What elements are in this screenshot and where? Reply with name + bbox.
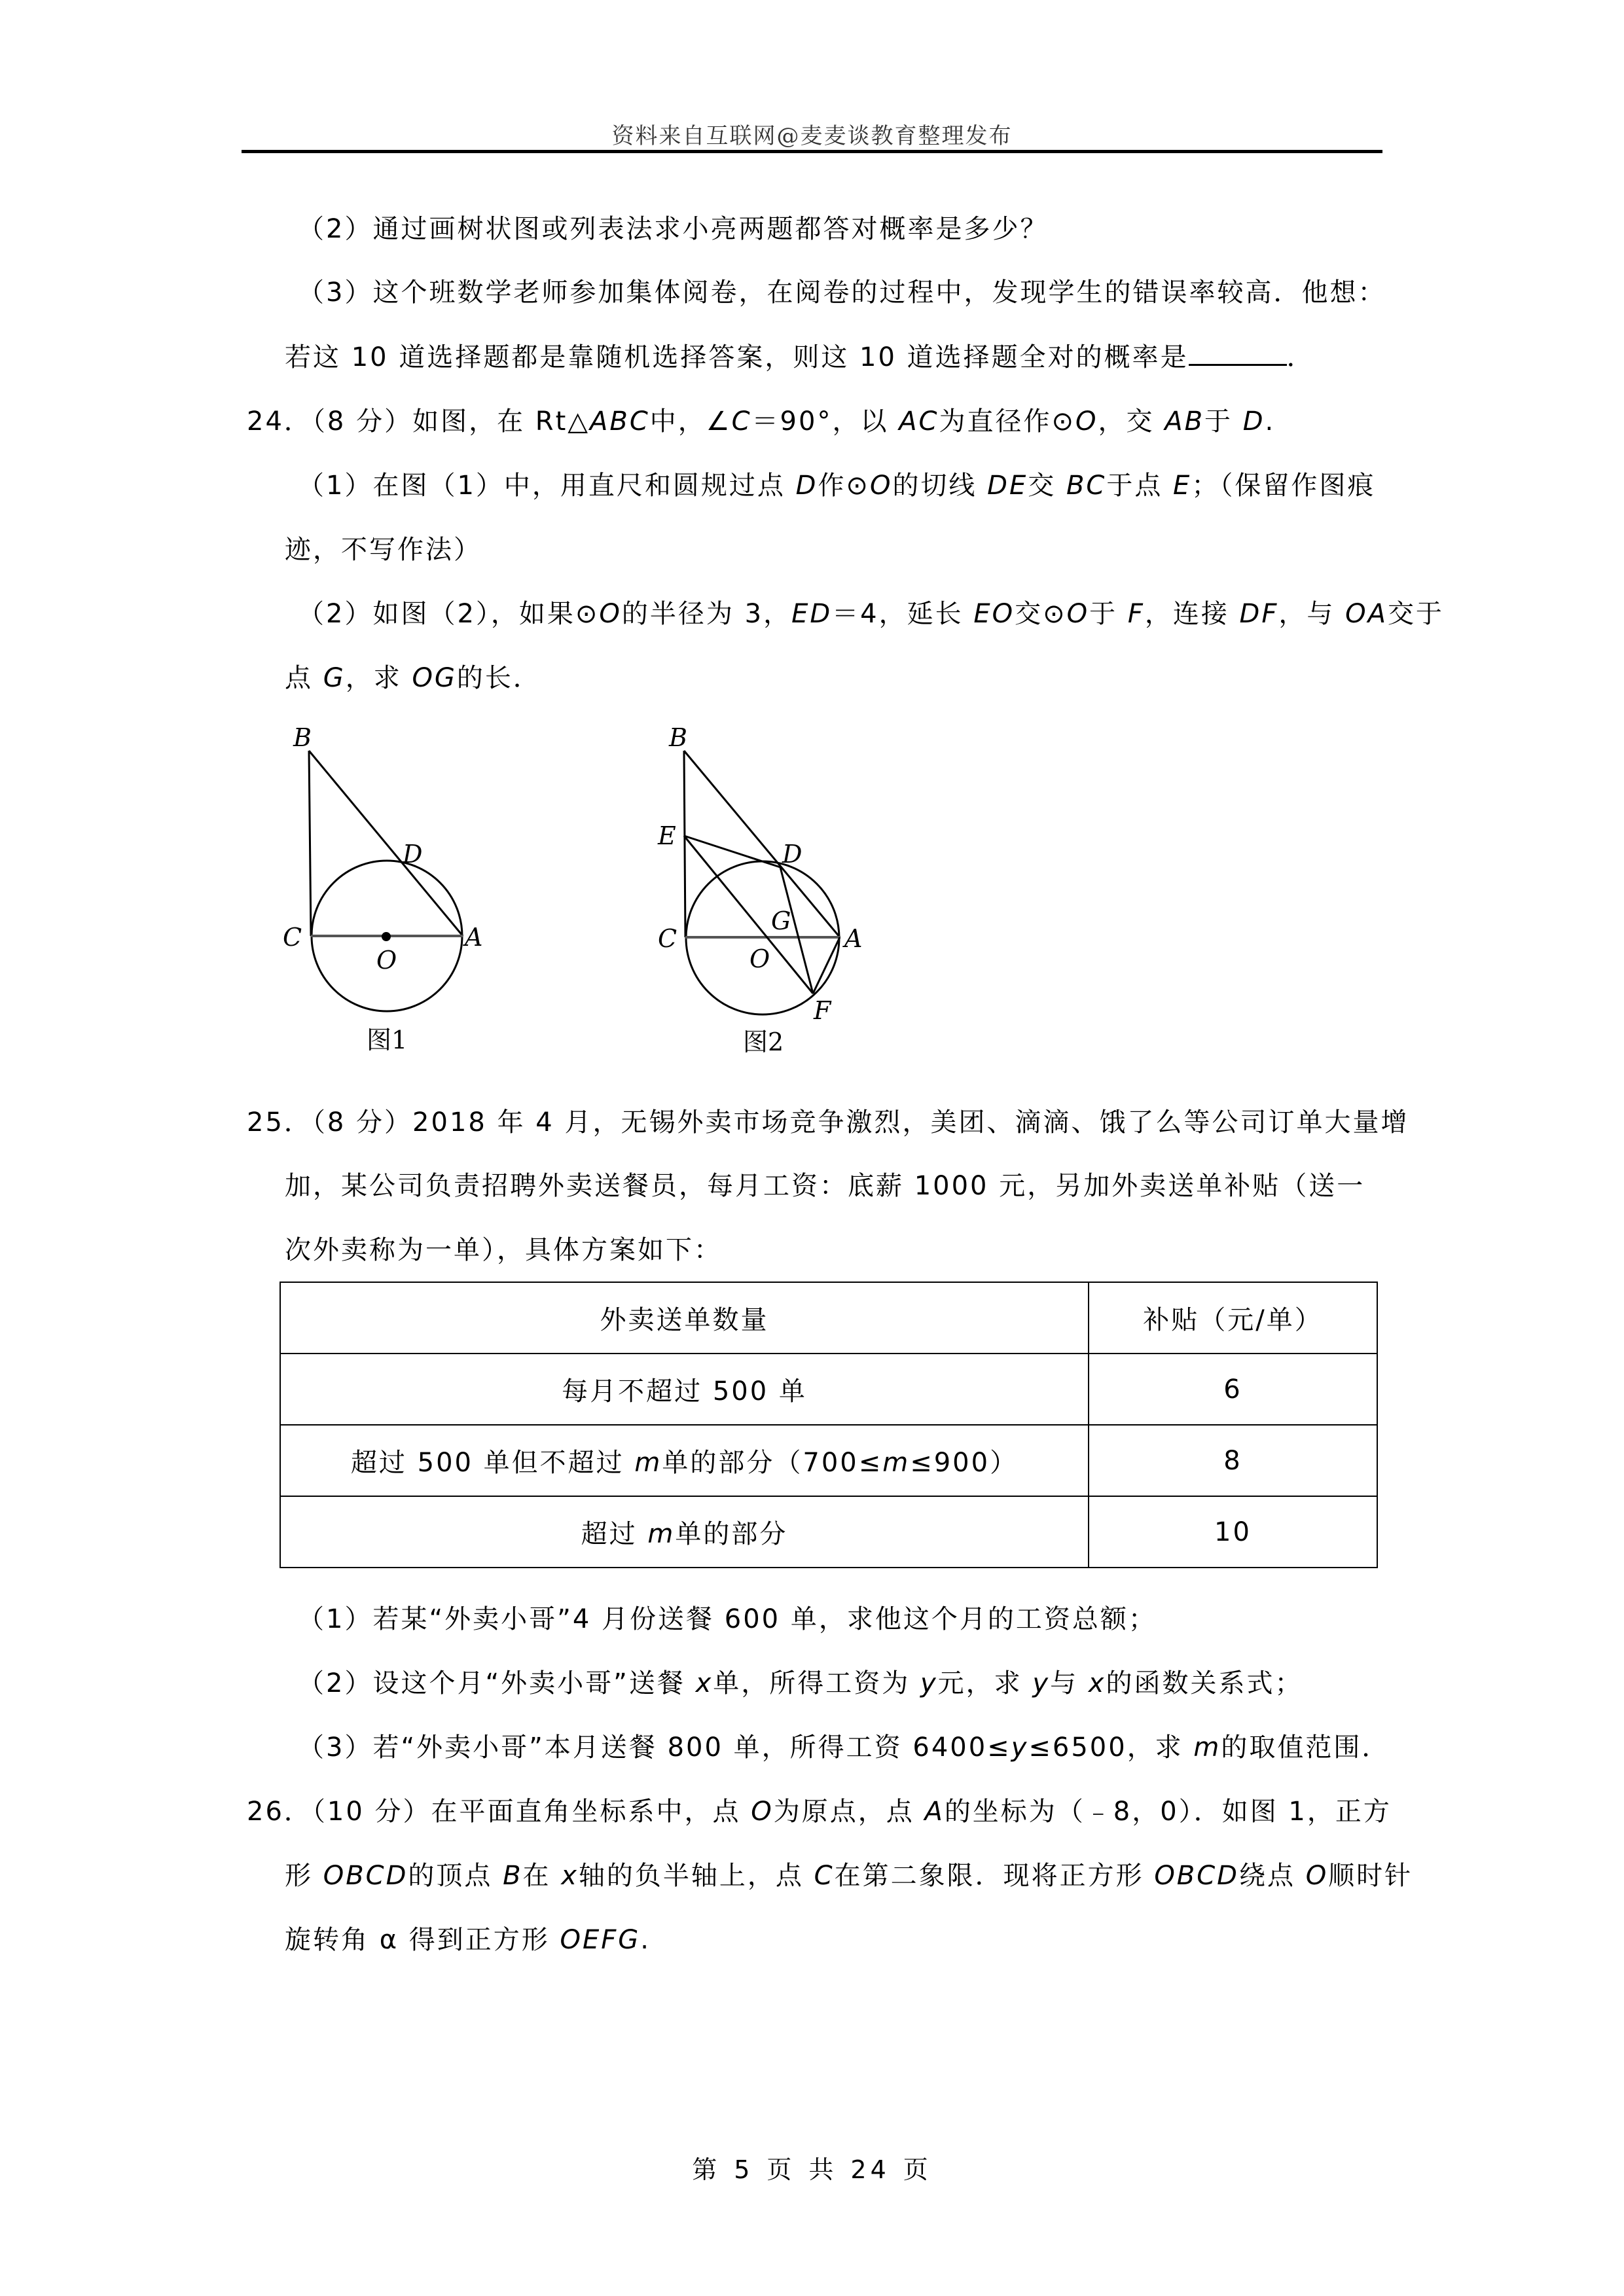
text: 于点 (1106, 471, 1174, 501)
q24-number: 24． (247, 406, 312, 437)
label-e-2: E (658, 821, 676, 850)
text: ，交 (1098, 406, 1165, 437)
math-var: B (503, 1861, 523, 1891)
q25-part2 (298, 1668, 1303, 1699)
figure-2-diagram (684, 751, 840, 1014)
current-page: 5 (734, 2155, 754, 2184)
text: 的切线 (892, 471, 988, 501)
header-source-note: 资料来自互联网@麦麦谈教育整理发布 (611, 123, 1013, 149)
math-var: m (634, 1448, 662, 1478)
range-cell (280, 1425, 1089, 1496)
math-var: O (1066, 599, 1090, 629)
q25-part1: （1）若某“外卖小哥”4 月份送餐 600 单，求他这个月的工资总额； (298, 1604, 1157, 1634)
label-o: O (376, 946, 397, 975)
math-var: G (323, 663, 346, 693)
math-var: x (1088, 1668, 1106, 1698)
math-var: AC (899, 406, 939, 437)
text: 顺时针 (1328, 1861, 1413, 1891)
label-o-2: O (749, 944, 770, 973)
q23-part2: （2）通过画树状图或列表法求小亮两题都答对概率是多少？ (298, 214, 1049, 244)
text: 轴的负半轴上，点 (578, 1861, 814, 1891)
header-subsidy: 补贴（元/单） (1089, 1282, 1377, 1354)
text: ，连接 (1144, 599, 1240, 629)
math-var: O (1305, 1861, 1329, 1891)
text: 中，∠ (649, 406, 732, 437)
q26-line2 (285, 1860, 1413, 1892)
text: 形 (285, 1861, 323, 1891)
math-var: y (920, 1668, 938, 1698)
q25-line2: 加，某公司负责招聘外卖送餐员，每月工资：底薪 1000 元，另加外卖送单补贴（送一 (285, 1171, 1365, 1201)
math-var: ED (791, 599, 833, 629)
text: . (640, 1925, 651, 1955)
math-var: OG (412, 663, 457, 693)
math-var: OBCD (1154, 1861, 1239, 1891)
figure-1-caption: 图1 (367, 1026, 408, 1054)
table-row (280, 1354, 1377, 1425)
text: 如图，在 Rt△ (412, 406, 590, 437)
text: ≤900） (910, 1448, 1019, 1478)
math-var: O (1075, 406, 1098, 437)
text: 绕点 (1238, 1861, 1306, 1891)
math-var: AB (1164, 406, 1205, 437)
subsidy-table (280, 1282, 1378, 1568)
footer-text: 页 (903, 2155, 932, 2184)
math-var: O (751, 1797, 774, 1827)
math-var: x (561, 1861, 579, 1891)
text: （1）在图（1）中，用直尺和圆规过点 (298, 471, 796, 501)
subsidy-cell: 6 (1089, 1354, 1377, 1425)
page-number-footer (0, 2149, 1624, 2185)
label-a: A (465, 923, 483, 952)
q23-part3-end: ． (1286, 342, 1315, 372)
text: ≤6500，求 (1028, 1732, 1194, 1763)
label-d: D (403, 840, 423, 869)
q25-line1: 25．（8 分）2018 年 4 月，无锡外卖市场竞争激烈，美团、滴滴、饿了么等公司订单大量增 (247, 1107, 1409, 1138)
text: 交 (1028, 471, 1066, 501)
q24-part1-line2: 迹，不写作法） (285, 535, 482, 565)
q24-score: （8 分） (312, 406, 413, 437)
math-var: y (1011, 1732, 1029, 1763)
math-var: ABC (590, 406, 650, 437)
footer-text: 共 (808, 2155, 838, 2184)
math-var: DE (987, 471, 1028, 501)
text: 交⊙ (1015, 599, 1067, 629)
text: 在第二象限．现将正方形 (834, 1861, 1155, 1891)
math-var: E (1173, 471, 1192, 501)
q26-line3 (285, 1924, 651, 1956)
text: （2）如图（2），如果⊙ (298, 599, 600, 629)
math-var: BC (1066, 471, 1107, 501)
range-cell (280, 1354, 1089, 1425)
text: 旋转角 α 得到正方形 (285, 1925, 560, 1955)
text: 26．（10 分）在平面直角坐标系中，点 (247, 1797, 751, 1827)
text: ＝4，延长 (832, 599, 974, 629)
label-c-2: C (658, 924, 677, 953)
label-d-2: D (782, 840, 803, 869)
range-cell (280, 1496, 1089, 1568)
label-b-2: B (669, 723, 687, 752)
text: 的顶点 (408, 1861, 503, 1891)
math-var: O (869, 471, 893, 501)
segment-fa (813, 937, 840, 994)
text: 在 (522, 1861, 562, 1891)
q25-line3: 次外卖称为一单），具体方案如下： (285, 1235, 722, 1265)
text: 单的部分 (675, 1519, 788, 1549)
label-c: C (283, 923, 302, 952)
text: 的坐标为（﹣8，0）．如图 1，正方 (944, 1797, 1392, 1827)
math-var: y (1032, 1668, 1051, 1698)
text: 与 (1050, 1668, 1089, 1698)
text: 交于 (1387, 599, 1444, 629)
table-row (280, 1496, 1377, 1568)
table-row (280, 1425, 1377, 1496)
segment-ed (684, 836, 780, 867)
math-var: x (695, 1668, 713, 1698)
math-var: D (795, 471, 818, 501)
center-dot (382, 932, 391, 941)
text: 单，所得工资为 (713, 1668, 920, 1698)
text: 的半径为 3， (621, 599, 792, 629)
q25-part3 (298, 1732, 1390, 1763)
figure-1-diagram (0, 0, 1624, 1113)
text: ，求 (345, 663, 412, 693)
segment-ba (309, 751, 463, 936)
text: 为直径作⊙ (939, 406, 1075, 437)
text: 于 (1089, 599, 1128, 629)
math-var: OBCD (323, 1861, 408, 1891)
q23-part3-text: 若这 10 道选择题都是靠随机选择答案，则这 10 道选择题全对的概率是 (285, 342, 1189, 372)
q26-line1 (247, 1796, 1392, 1827)
text: . (1265, 406, 1276, 437)
text: 的取值范围． (1221, 1732, 1390, 1763)
math-var: C (731, 406, 752, 437)
text: 点 (285, 663, 323, 693)
text: ；（保留作图痕 (1191, 471, 1376, 501)
math-var: C (814, 1861, 835, 1891)
text: ，与 (1278, 599, 1346, 629)
label-a-2: A (844, 924, 863, 953)
total-pages: 24 (850, 2155, 890, 2184)
text: 超过 (581, 1519, 648, 1549)
table-header-row (280, 1282, 1377, 1354)
math-var: O (599, 599, 622, 629)
math-var: m (647, 1519, 676, 1549)
footer-text: 第 (692, 2155, 721, 2184)
text: （3）若“外卖小哥”本月送餐 800 单，所得工资 6400≤ (298, 1732, 1011, 1763)
math-var: DF (1239, 599, 1279, 629)
subsidy-cell: 8 (1089, 1425, 1377, 1496)
text: 元，求 (937, 1668, 1033, 1698)
math-var: OA (1345, 599, 1388, 629)
math-var: EO (973, 599, 1015, 629)
math-var: F (1127, 599, 1145, 629)
label-g-2: G (771, 906, 791, 935)
text: 的函数关系式； (1106, 1668, 1303, 1698)
text: 于 (1204, 406, 1243, 437)
header-quantity: 外卖送单数量 (280, 1282, 1089, 1354)
q23-part3-line1: （3）这个班数学老师参加集体阅卷，在阅卷的过程中，发现学生的错误率较高．他想： (298, 278, 1386, 308)
segment-bc (309, 751, 311, 936)
text: 的长． (456, 663, 541, 693)
text: ＝90°，以 (751, 406, 899, 437)
text: 为原点，点 (773, 1797, 925, 1827)
label-f-2: F (814, 996, 831, 1025)
text: 单的部分（700≤ (662, 1448, 883, 1478)
label-b: B (293, 723, 312, 752)
segment-bc-2 (684, 751, 685, 937)
text: 每月不超过 500 单 (562, 1376, 807, 1407)
math-var: m (882, 1448, 911, 1478)
footer-text: 页 (767, 2155, 796, 2184)
math-var: m (1193, 1732, 1221, 1763)
figure-2-caption: 图2 (743, 1028, 784, 1056)
math-var: OEFG (560, 1925, 641, 1955)
math-var: D (1242, 406, 1265, 437)
text: 作⊙ (818, 471, 870, 501)
math-var: A (924, 1797, 945, 1827)
text: 超过 500 单但不超过 (350, 1448, 635, 1478)
subsidy-cell: 10 (1089, 1496, 1377, 1568)
text: （2）设这个月“外卖小哥”送餐 (298, 1668, 696, 1698)
